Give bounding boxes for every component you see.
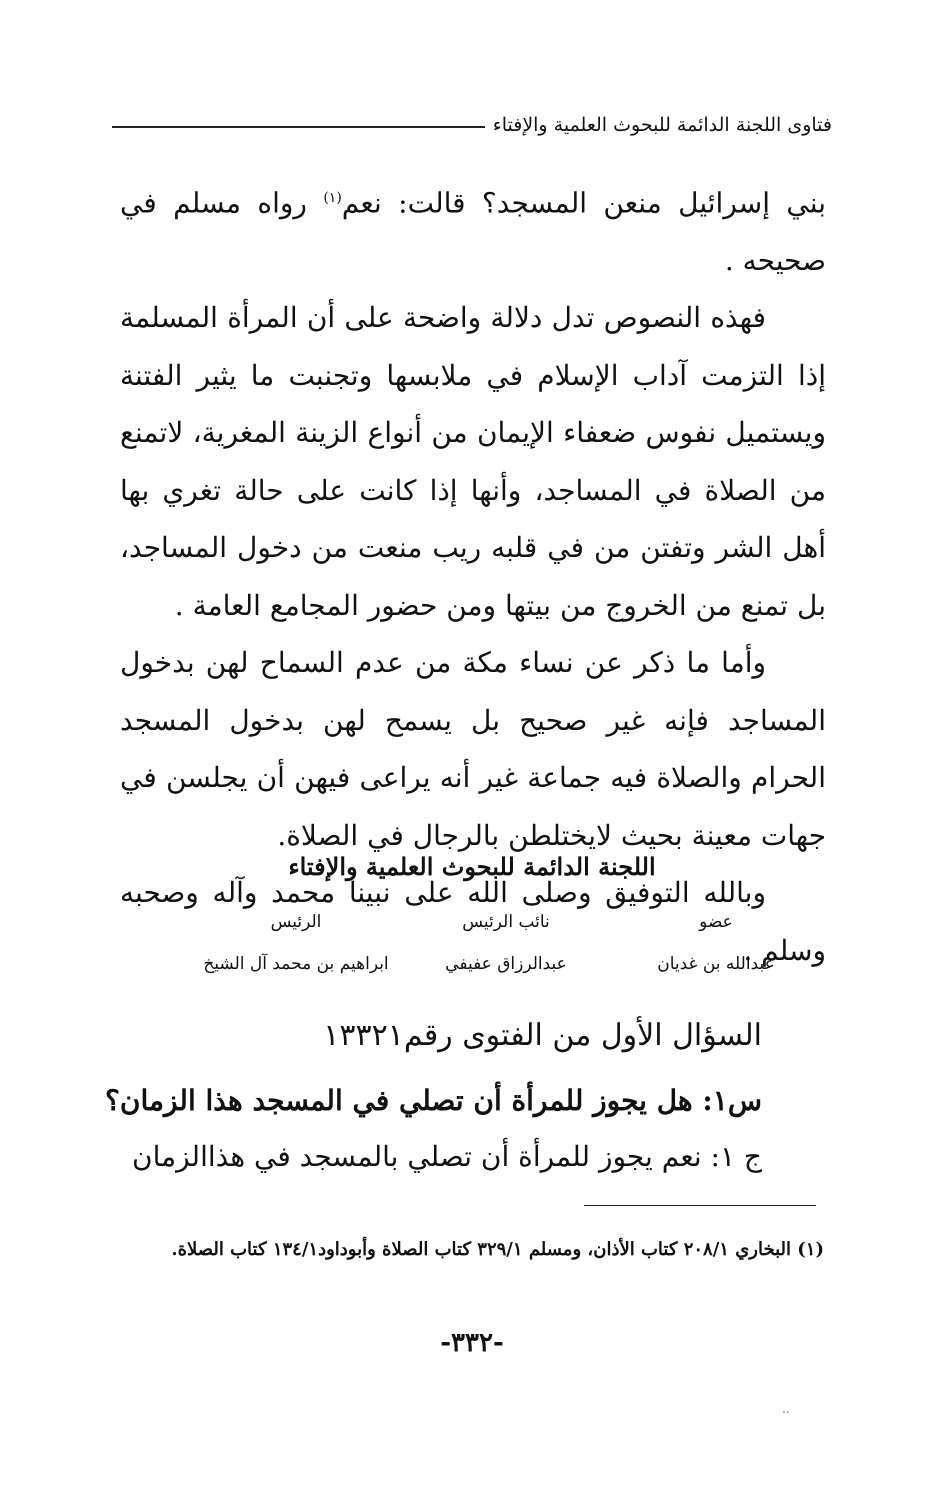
page-number: -٣٣٢- (440, 1328, 504, 1358)
header-title: فتاوى اللجنة الدائمة للبحوث العلمية والإفتاء (492, 114, 832, 136)
paragraph-1-before: بني إسرائيل منعن المسجد؟ قالت: نعم (341, 186, 827, 220)
signature-role: نائب الرئيس (462, 912, 550, 932)
running-header (112, 110, 832, 140)
paragraph-4: وبالله التوفيق وصلى الله على نبينا محمد وآله وصحبه وسلم . (120, 876, 826, 967)
question-text: س١: هل يجوز للمرأة أن تصلي في المسجد هذا الزمان؟ (105, 1084, 762, 1117)
footnote: (١) البخاري ٢٠٨/١ كتاب الأذان، ومسلم ٣٢٩/١ كتاب الصلاة وأبوداود١٣٤/١ كتاب الصلاة. (171, 1239, 824, 1260)
fatwa-heading: السؤال الأول من الفتوى رقم١٣٣٢١ (323, 1018, 762, 1053)
signature-name: عبدالله بن غديان (657, 954, 775, 974)
footnote-rule (584, 1205, 816, 1206)
answer-text: ج ١: نعم يجوز للمرأة أن تصلي بالمسجد في هذاالزمان (132, 1140, 762, 1173)
footnote-reference: (١) (323, 190, 342, 206)
signature-name: عبدالرزاق عفيفي (445, 954, 567, 974)
signature-role: عضو (699, 912, 733, 932)
signature-name: ابراهيم بن محمد آل الشيخ (203, 954, 389, 974)
signature-role: الرئيس (270, 912, 322, 932)
paragraph-2: فهذه النصوص تدل دلالة واضحة على أن المرأة المسلمة إذا التزمت آداب الإسلام في ملابسها وتجنبت ما يثير الفتنة ويستميل نفوس ضعفاء الإيمان من أنواع الزينة المغرية، لاتمنع من الصلاة في المساجد، وأنها إذا كانت على حالة تغري بها أهل الشر وتفتن من في قلبه ريب منعت من دخول المساجد، بل تمنع من الخروج من بيتها ومن حضور المجامع العامة . (120, 301, 826, 622)
signature-president (196, 912, 396, 974)
paragraph-1-after: رواه مسلم في صحيحه . (120, 186, 826, 277)
scan-specks: .. (782, 1402, 790, 1416)
header-rule (112, 126, 485, 128)
signature-member (616, 912, 816, 974)
signature-vice-president (406, 912, 606, 974)
committee-title: اللجنة الدائمة للبحوث العلمية والإفتاء (288, 852, 656, 881)
paragraph-3: وأما ما ذكر عن نساء مكة من عدم السماح لهن بدخول المساجد فإنه غير صحيح بل يسمح لهن بدخول المسجد الحرام والصلاة فيه جماعة غير أنه يراعى فيهن أن يجلسن في جهات معينة بحيث لايختلطن بالرجال في الصلاة. (120, 646, 826, 852)
paragraph-1 (120, 170, 826, 289)
signatures (196, 912, 816, 974)
